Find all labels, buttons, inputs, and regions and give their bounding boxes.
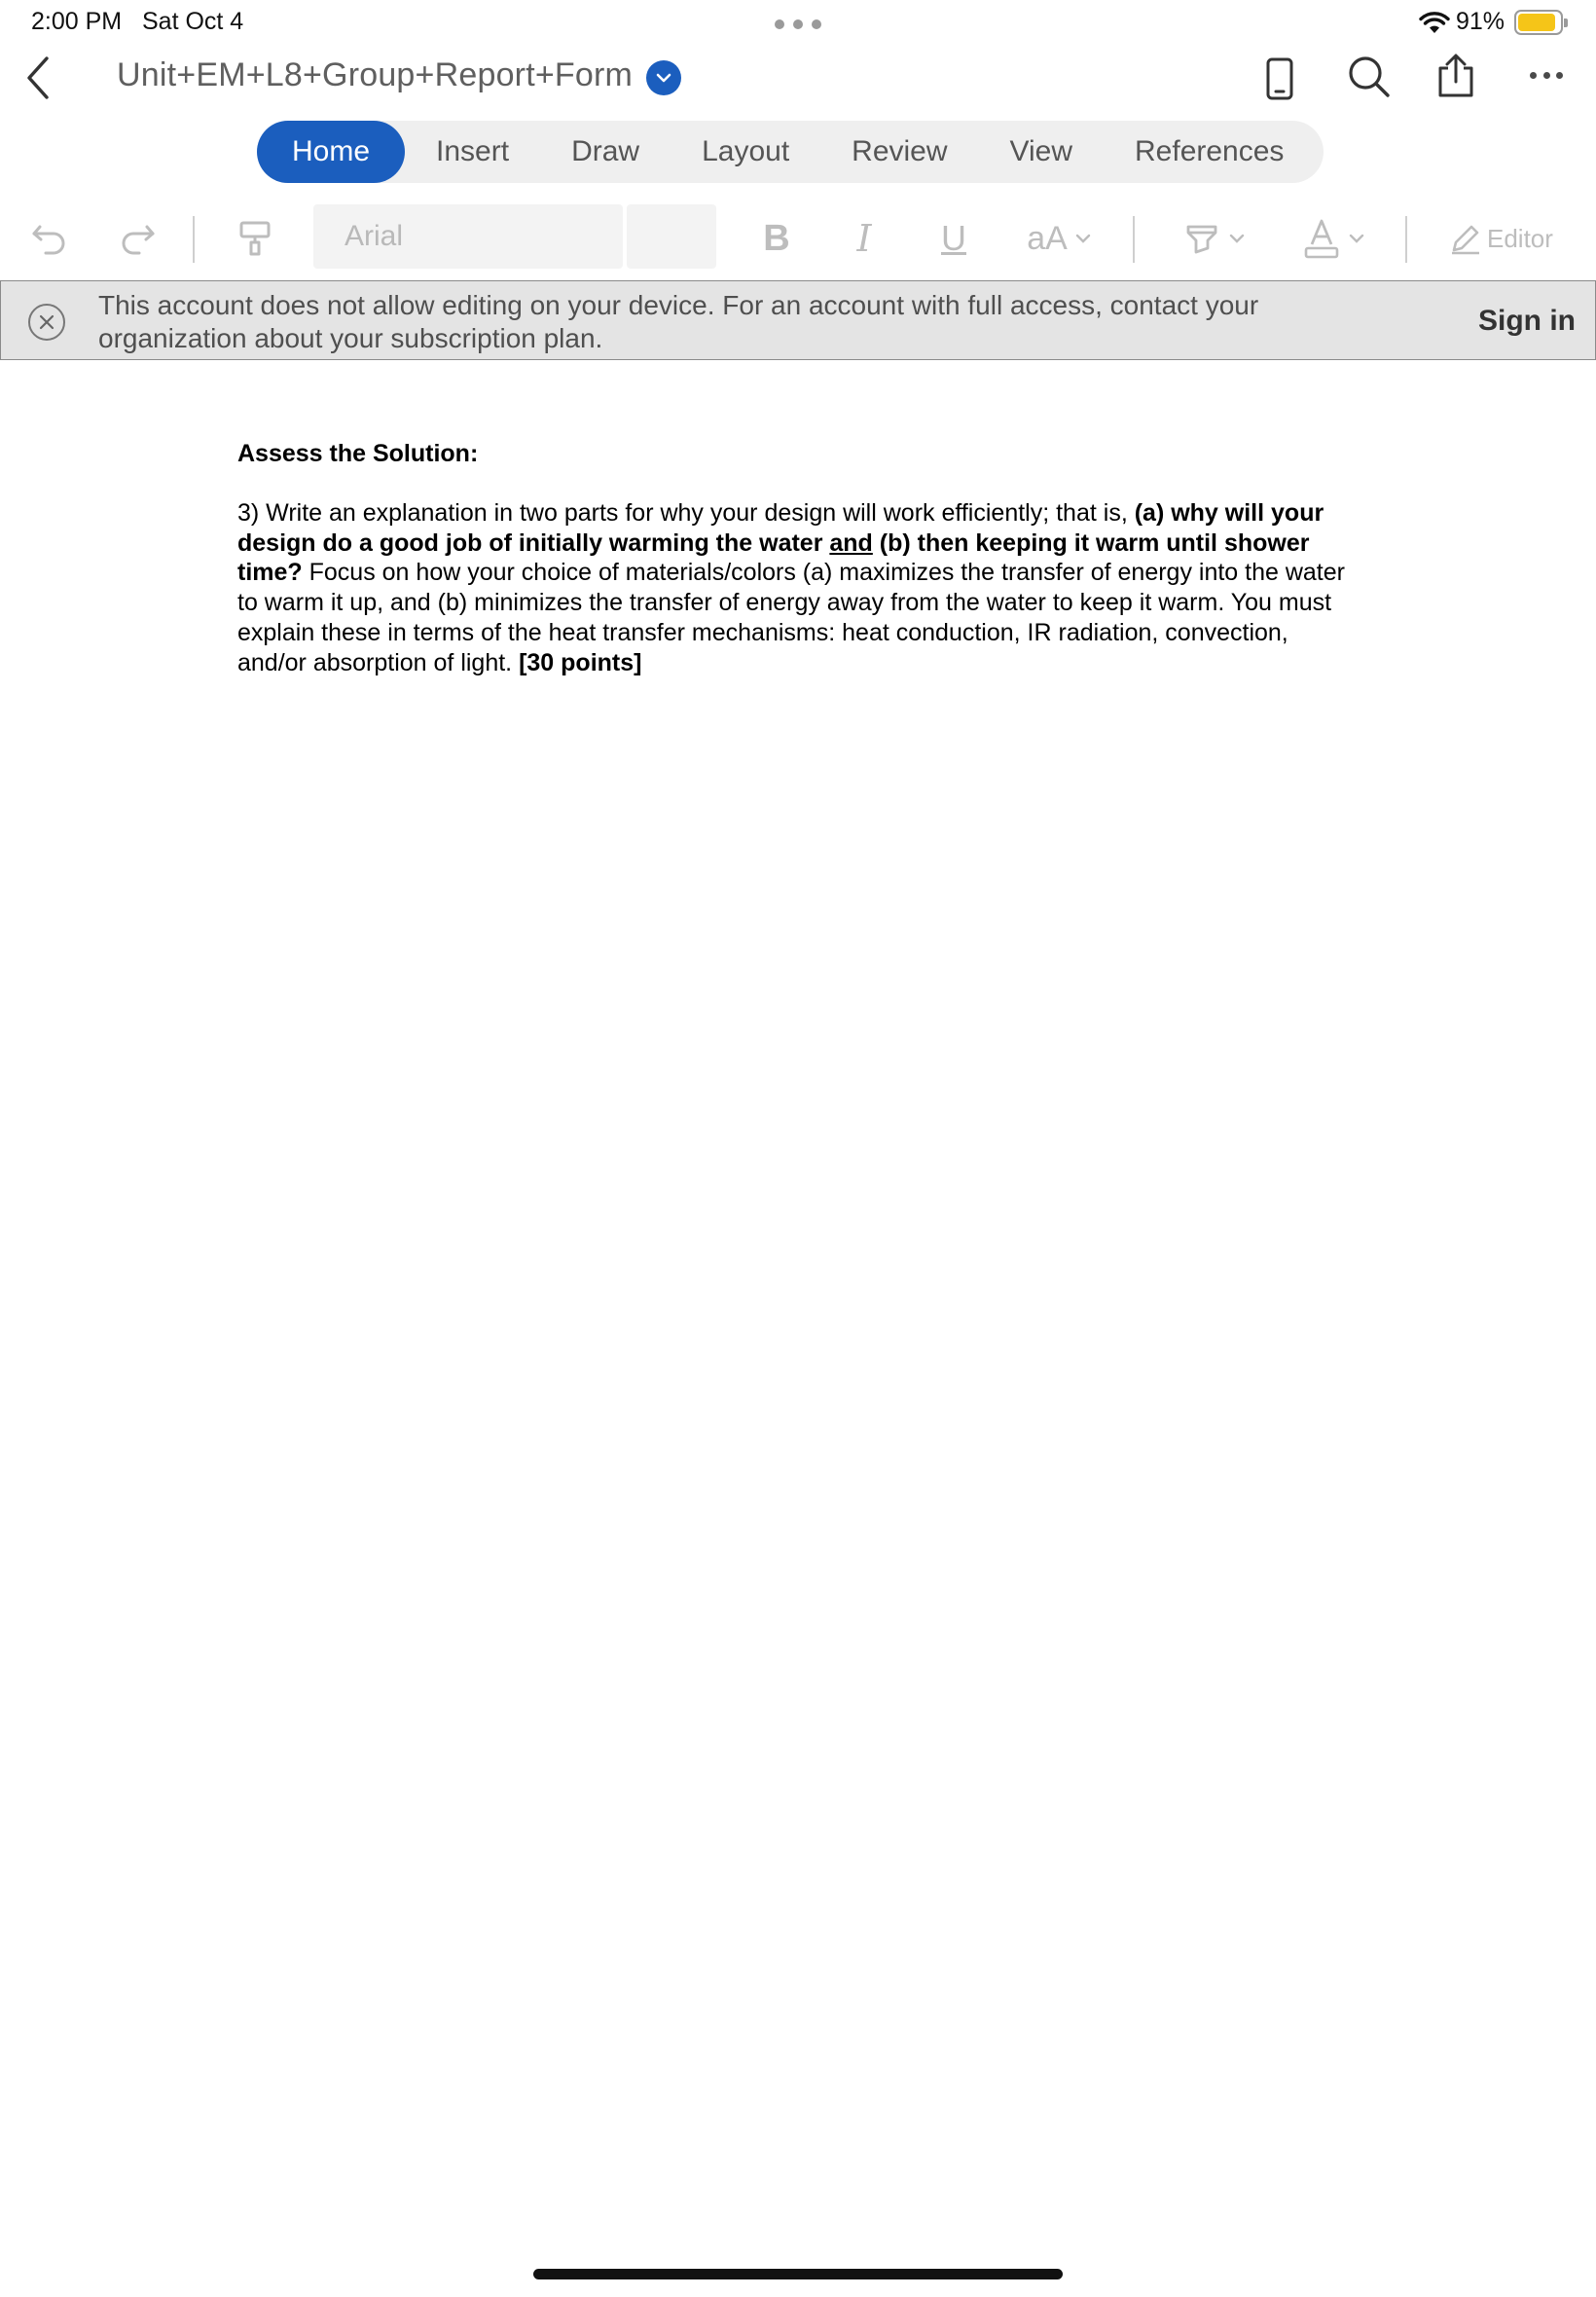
- tab-insert[interactable]: Insert: [436, 135, 510, 167]
- close-icon[interactable]: [28, 304, 65, 341]
- tab-layout[interactable]: Layout: [702, 135, 790, 167]
- font-size-field[interactable]: [627, 204, 716, 269]
- status-time: 2:00 PM: [31, 8, 123, 35]
- tab-view[interactable]: View: [1009, 135, 1073, 167]
- question-bold-part-a: (a) why will your design do a good job of initially warming the water: [237, 499, 1324, 557]
- search-icon[interactable]: [1347, 55, 1392, 104]
- tab-references[interactable]: References: [1135, 135, 1285, 167]
- section-heading: Assess the Solution:: [237, 440, 479, 467]
- editor-label: Editor: [1487, 223, 1553, 253]
- font-name-field[interactable]: Arial: [313, 204, 623, 269]
- home-indicator[interactable]: [533, 2269, 1063, 2279]
- highlighter-button[interactable]: [1176, 204, 1251, 273]
- battery-percent: 91%: [1456, 8, 1505, 35]
- share-icon[interactable]: [1434, 53, 1477, 104]
- font-color-button[interactable]: [1294, 204, 1372, 273]
- document-title[interactable]: Unit+EM+L8+Group+Report+Form: [117, 56, 634, 93]
- question-underlined-and: and: [829, 529, 873, 557]
- italic-button[interactable]: I: [856, 217, 872, 260]
- tab-draw[interactable]: Draw: [571, 135, 640, 167]
- more-icon[interactable]: [1530, 72, 1563, 80]
- toolbar-divider: [1133, 216, 1135, 263]
- toolbar-divider: [193, 216, 195, 263]
- back-icon[interactable]: [23, 55, 53, 106]
- tab-home[interactable]: Home: [257, 121, 405, 183]
- font-color-icon: [1302, 217, 1341, 260]
- font-case-button[interactable]: [1020, 204, 1098, 273]
- sign-in-button[interactable]: Sign in: [1478, 305, 1576, 337]
- ribbon-tabs: [257, 121, 1324, 183]
- chevron-down-icon: [1349, 234, 1364, 243]
- redo-icon[interactable]: [115, 204, 160, 273]
- chevron-down-icon: [1229, 234, 1245, 243]
- question-paragraph: [237, 498, 1357, 677]
- mobile-view-icon[interactable]: [1265, 56, 1294, 106]
- question-text: 3) Write an explanation in two parts for why your design will work efficiently; that is,: [237, 499, 1135, 527]
- notification-banner: [0, 280, 1596, 360]
- underline-button[interactable]: U: [941, 218, 966, 258]
- status-date: Sat Oct 4: [142, 8, 244, 35]
- battery-icon: [1514, 10, 1563, 35]
- editor-button[interactable]: [1448, 204, 1584, 273]
- status-bar: [0, 0, 1596, 45]
- tab-review[interactable]: Review: [852, 135, 948, 167]
- bold-button[interactable]: B: [763, 217, 790, 259]
- highlighter-icon: [1182, 219, 1221, 258]
- document-page: [237, 438, 1357, 677]
- wifi-icon: [1419, 12, 1450, 40]
- undo-icon[interactable]: [27, 204, 72, 273]
- question-bold-part-b: (b) then keeping it warm until shower time?: [237, 529, 1310, 587]
- font-case-label: aA: [1027, 219, 1068, 257]
- formatting-toolbar: [0, 204, 1596, 273]
- question-text-continued: Focus on how your choice of materials/colors (a) maximizes the transfer of energy into the water to warm it up, and (b) minimizes the transfer of energy away from the water to keep it warm. You must explain these in terms of the heat transfer mechanisms: heat conduction, IR radiation, convection, and/or absorption of light.: [237, 559, 1345, 676]
- title-chevron-icon[interactable]: [646, 60, 681, 95]
- points-label: [30 points]: [519, 648, 642, 676]
- toolbar-divider: [1405, 216, 1407, 263]
- banner-message: This account does not allow editing on your device. For an account with full access, contact your organization about your subscription plan.: [98, 290, 1259, 353]
- multitasking-dots-icon[interactable]: [775, 19, 821, 29]
- chevron-down-icon: [1075, 234, 1091, 243]
- editor-pen-icon: [1448, 221, 1483, 256]
- format-painter-icon[interactable]: [236, 204, 274, 273]
